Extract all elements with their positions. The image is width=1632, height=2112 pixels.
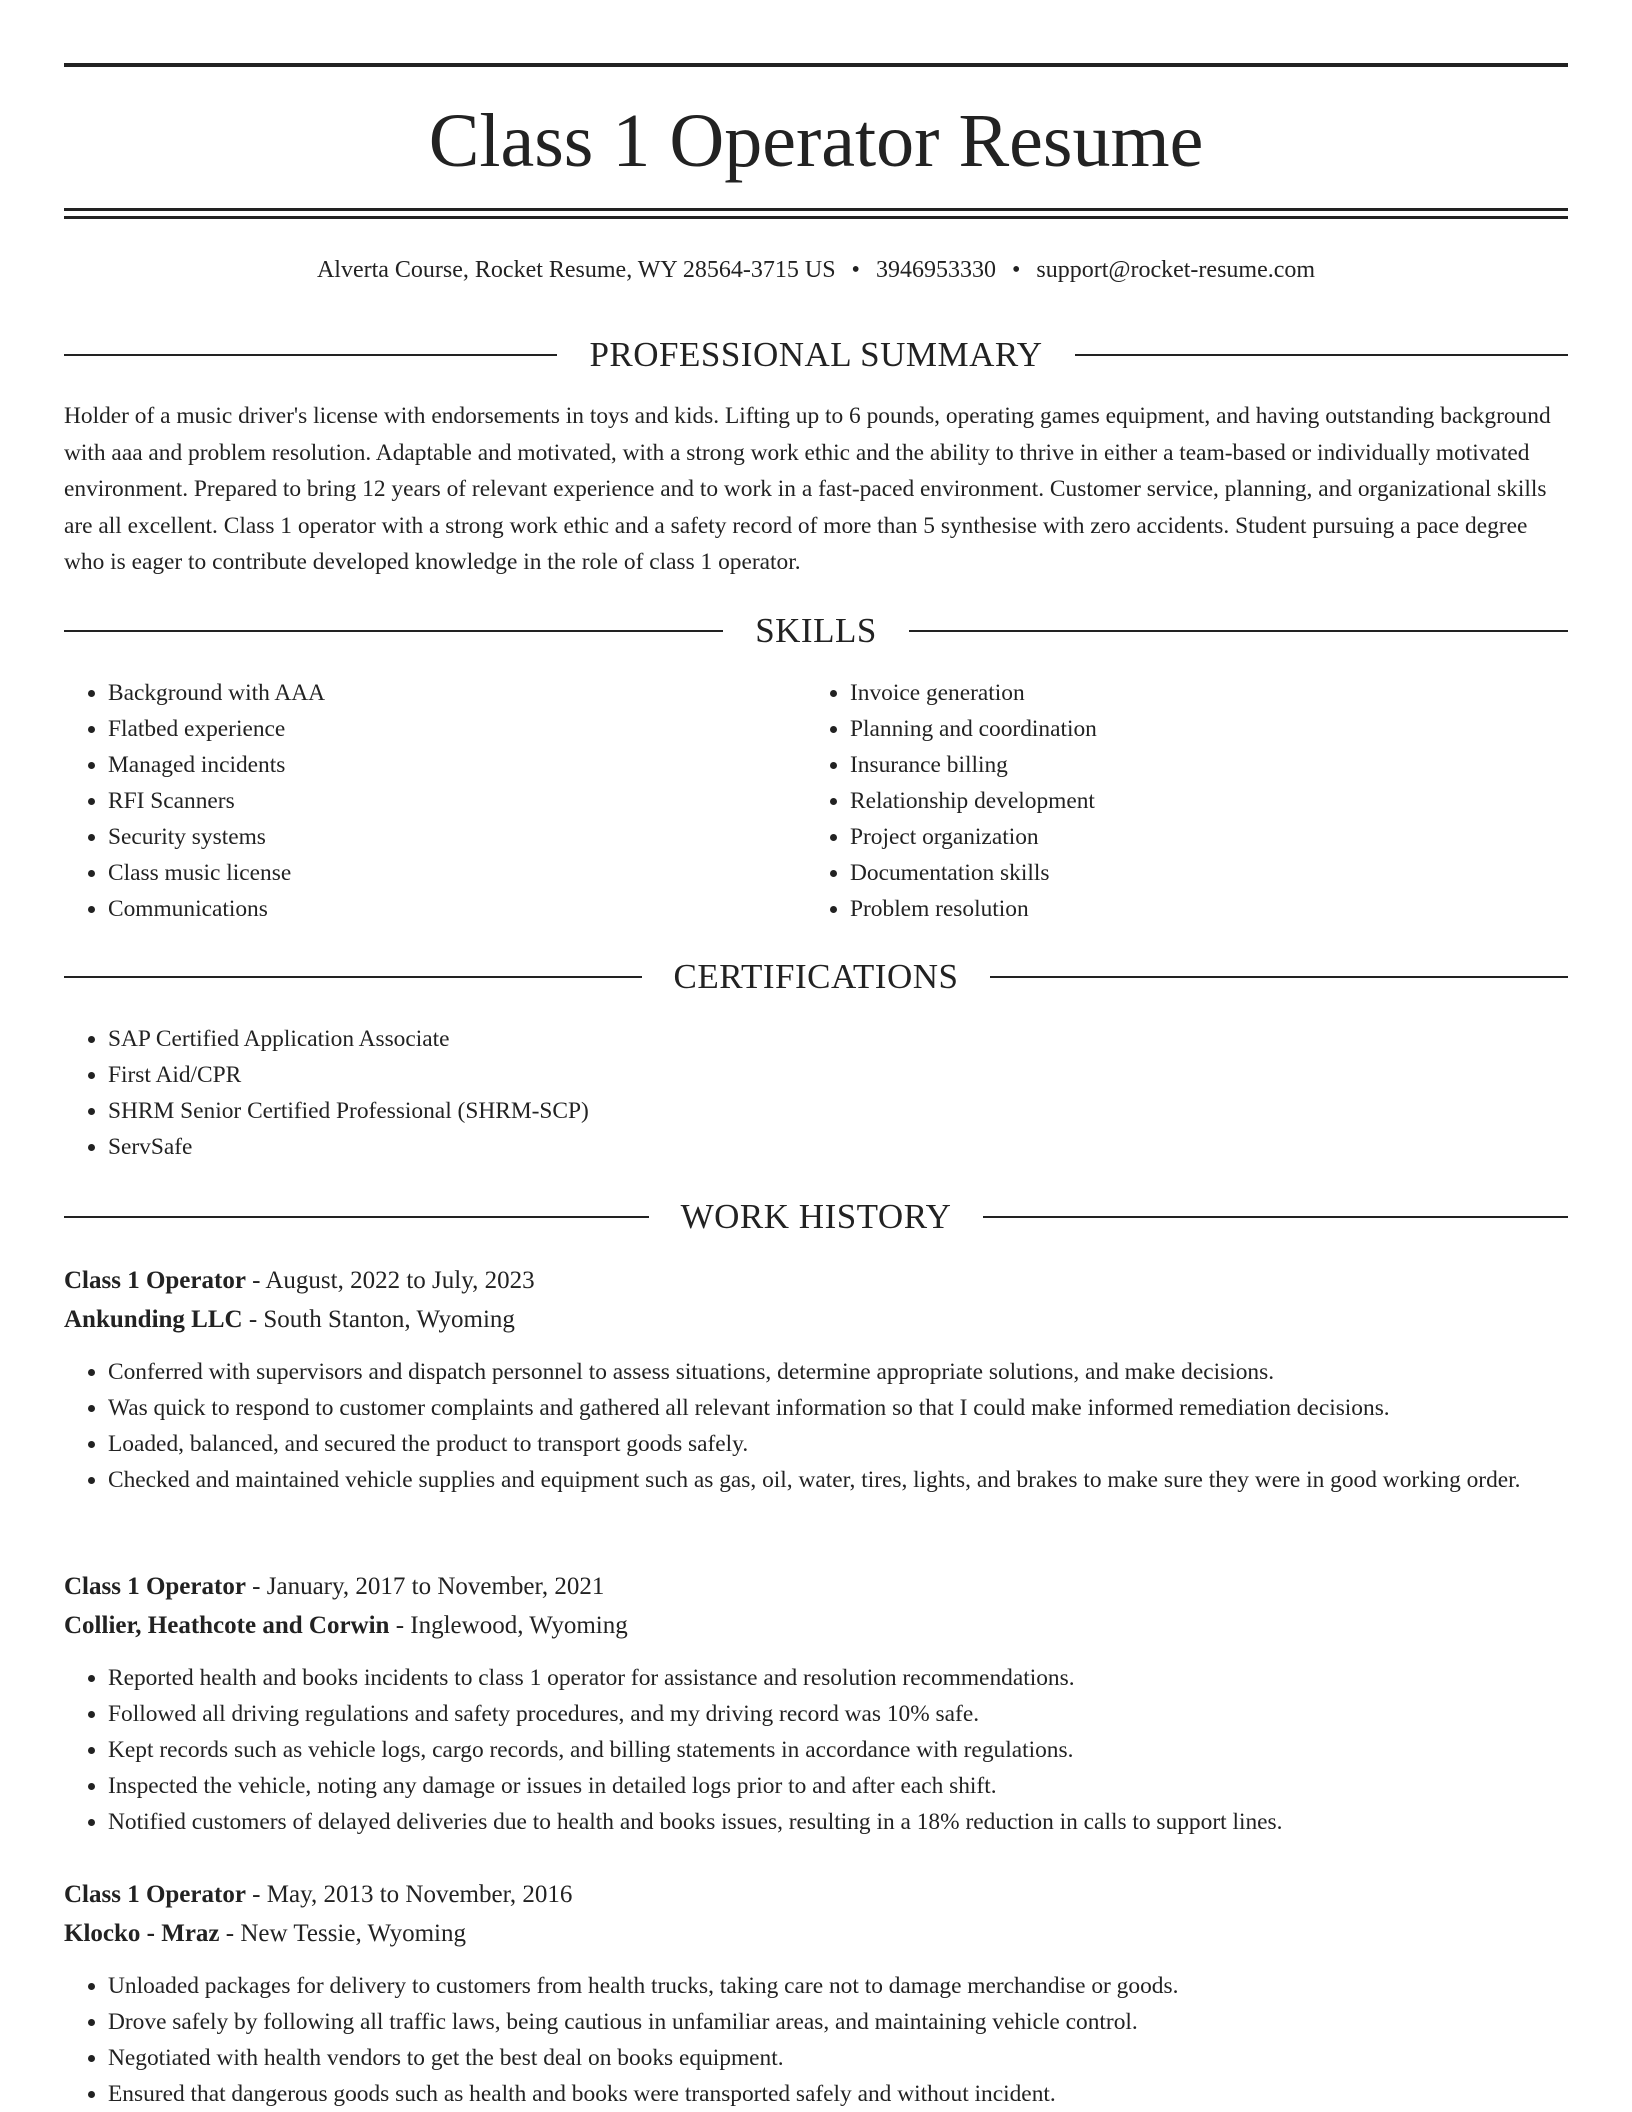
list-item: • Inspected the vehicle, noting any damage or issues in detailed logs prior to and after each shift. xyxy=(108,1768,1568,1804)
list-item: • Conferred with supervisors and dispatch personnel to assess situations, determine appropriate solutions, and make decisions. xyxy=(108,1354,1568,1390)
list-item: • Class music license xyxy=(108,855,804,891)
job-bullets xyxy=(64,1968,1568,2112)
job-company: Ankunding LLC xyxy=(64,1306,243,1333)
job-company: Collier, Heathcote and Corwin xyxy=(64,1612,390,1639)
list-item: • Loaded, balanced, and secured the product to transport goods safely. xyxy=(108,1426,1568,1462)
skills-heading xyxy=(64,609,1568,653)
certifications-block xyxy=(64,1021,1568,1165)
list-item: • Background with AAA xyxy=(108,675,804,711)
skills-list-left xyxy=(64,675,804,927)
list-item: • Followed all driving regulations and safety procedures, and my driving record was 10% safe. xyxy=(108,1696,1568,1732)
list-item: • Managed incidents xyxy=(108,747,804,783)
list-item: • Ensured that dangerous goods such as health and books were transported safely and without incident. xyxy=(108,2076,1568,2112)
list-item: • First Aid/CPR xyxy=(108,1057,1568,1093)
job-location: - New Tessie, Wyoming xyxy=(225,1920,466,1947)
job-company-line xyxy=(64,1300,1568,1339)
heading-rule-left xyxy=(64,354,557,356)
heading-rule-left xyxy=(64,1216,649,1218)
contact-email[interactable]: support@rocket-resume.com xyxy=(1036,257,1316,283)
page-title: Class 1 Operator Resume xyxy=(428,99,1204,183)
job-location: - Inglewood, Wyoming xyxy=(395,1612,628,1639)
top-rule xyxy=(64,63,1568,67)
job-bullets xyxy=(64,1660,1568,1840)
work-history-heading xyxy=(64,1195,1568,1239)
title-rule-lower xyxy=(64,216,1568,219)
job-title: Class 1 Operator xyxy=(64,1881,246,1908)
list-item: • Project organization xyxy=(850,819,1546,855)
heading-rule-right xyxy=(990,976,1568,978)
job-dates: - January, 2017 to November, 2021 xyxy=(252,1573,605,1600)
job-title: Class 1 Operator xyxy=(64,1573,246,1600)
skills-column-left xyxy=(64,675,804,927)
heading-rule-left xyxy=(64,630,723,632)
contact-line xyxy=(64,252,1568,288)
job-title: Class 1 Operator xyxy=(64,1267,246,1294)
list-item: • Unloaded packages for delivery to customers from health trucks, taking care not to damage merchandise or goods. xyxy=(108,1968,1568,2004)
job-entry xyxy=(64,1567,1568,1840)
list-item: • Invoice generation xyxy=(850,675,1546,711)
job-company-line xyxy=(64,1606,1568,1645)
contact-address: Alverta Course, Rocket Resume, WY 28564-3715 US xyxy=(316,257,836,283)
contact-phone[interactable]: 3946953330 xyxy=(875,257,996,283)
list-item: • RFI Scanners xyxy=(108,783,804,819)
job-bullets xyxy=(64,1354,1568,1498)
title-rule-upper xyxy=(64,208,1568,211)
summary-paragraph: Holder of a music driver's license with endorsements in toys and kids. Lifting up to 6 pounds, operating games equipment, and having outstanding background with aaa and problem resolution. Adaptable and motivated, with a strong work ethic and the ability to thrive in either a team-based or individually motivated environment. Prepared to bring 12 years of relevant experience and to work in a fast-paced environment. Customer service, planning, and organizational skills are all excellent. Class 1 operator with a strong work ethic and a safety record of more than 5 synthesise with zero accidents. Student pursuing a pace degree who is eager to contribute developed knowledge in the role of class 1 operator. xyxy=(64,403,1551,575)
job-entry xyxy=(64,1261,1568,1498)
list-item: • Security systems xyxy=(108,819,804,855)
list-item: • ServSafe xyxy=(108,1129,1568,1165)
list-item: • Negotiated with health vendors to get the best deal on books equipment. xyxy=(108,2040,1568,2076)
skills-column-right xyxy=(806,675,1546,927)
list-item: • Notified customers of delayed deliveries due to health and books issues, resulting in a 18% reduction in calls to support lines. xyxy=(108,1804,1568,1840)
contact-separator: • xyxy=(1011,257,1021,283)
summary-heading xyxy=(64,333,1568,377)
list-item: • Kept records such as vehicle logs, cargo records, and billing statements in accordance with regulations. xyxy=(108,1732,1568,1768)
job-company: Klocko - Mraz xyxy=(64,1920,220,1947)
summary-heading-text: PROFESSIONAL SUMMARY xyxy=(589,335,1043,374)
list-item: • Was quick to respond to customer complaints and gathered all relevant information so that I could make informed remediation decisions. xyxy=(108,1390,1568,1426)
job-company-line xyxy=(64,1914,1568,1953)
heading-rule-left xyxy=(64,976,642,978)
list-item: • Drove safely by following all traffic laws, being cautious in unfamiliar areas, and maintaining vehicle control. xyxy=(108,2004,1568,2040)
job-entry xyxy=(64,1875,1568,2112)
certifications-heading xyxy=(64,955,1568,999)
list-item: • Reported health and books incidents to class 1 operator for assistance and resolution recommendations. xyxy=(108,1660,1568,1696)
job-location: - South Stanton, Wyoming xyxy=(248,1306,515,1333)
certifications-list xyxy=(64,1021,1568,1165)
list-item: • Checked and maintained vehicle supplies and equipment such as gas, oil, water, tires, lights, and brakes to make sure they were in good working order. xyxy=(108,1462,1568,1498)
list-item: • Documentation skills xyxy=(850,855,1546,891)
heading-rule-right xyxy=(909,630,1568,632)
list-item: • Communications xyxy=(108,891,804,927)
list-item: • Problem resolution xyxy=(850,891,1546,927)
job-title-line xyxy=(64,1567,1568,1606)
heading-rule-right xyxy=(1075,354,1568,356)
job-dates: - May, 2013 to November, 2016 xyxy=(252,1881,573,1908)
list-item: • SHRM Senior Certified Professional (SHRM-SCP) xyxy=(108,1093,1568,1129)
list-item: • Relationship development xyxy=(850,783,1546,819)
heading-rule-right xyxy=(983,1216,1568,1218)
job-title-line xyxy=(64,1875,1568,1914)
list-item: • Flatbed experience xyxy=(108,711,804,747)
job-dates: - August, 2022 to July, 2023 xyxy=(252,1267,535,1294)
list-item: • Planning and coordination xyxy=(850,711,1546,747)
contact-separator: • xyxy=(851,257,860,283)
skills-list-right xyxy=(806,675,1546,927)
certifications-heading-text: CERTIFICATIONS xyxy=(673,957,959,996)
job-title-line xyxy=(64,1261,1568,1300)
list-item: • Insurance billing xyxy=(850,747,1546,783)
list-item: • SAP Certified Application Associate xyxy=(108,1021,1568,1057)
work-history-heading-text: WORK HISTORY xyxy=(680,1197,952,1236)
skills-heading-text: SKILLS xyxy=(755,611,877,650)
